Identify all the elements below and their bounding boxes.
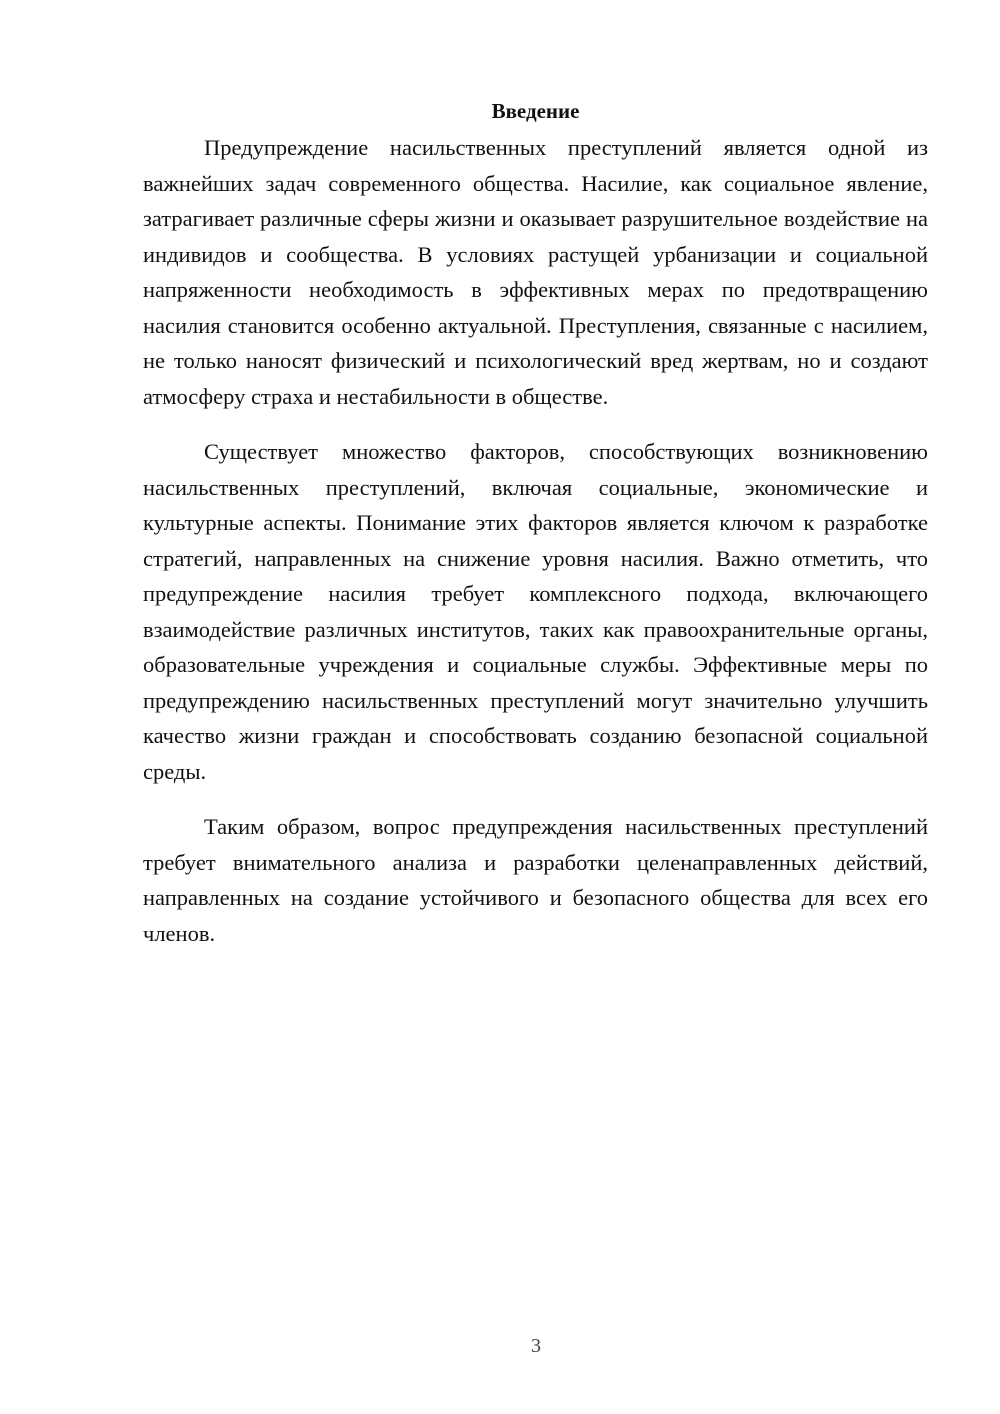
paragraph-3: Таким образом, вопрос предупреждения насильственных преступлений требует внимательного анализа и разработки целенаправленных действий, направленных на создание устойчивого и безопасного общества для всех его членов. <box>143 814 928 946</box>
paragraph-1: Предупреждение насильственных преступлений является одной из важнейших задач современного общества. Насилие, как социальное явление, затрагивает различные сферы жизни и оказывает разрушительное воздействие на индивидов и сообщества. В условиях растущей урбанизации и социальной напряженности необходимость в эффективных мерах по предотвращению насилия становится особенно актуальной. Преступления, связанные с насилием, не только наносят физический и психологический вред жертвам, но и создают атмосферу страха и нестабильности в обществе. <box>143 135 928 409</box>
page-body <box>143 96 928 951</box>
section-heading: Введение <box>491 99 580 123</box>
paragraph-2: Существует множество факторов, способствующих возникновению насильственных преступлений, включая социальные, экономические и культурные аспекты. Понимание этих факторов является ключом к разработке стратегий, направленных на снижение уровня насилия. Важно отметить, что предупреждение насилия требует комплексного подхода, включающего взаимодействие различных институтов, таких как правоохранительные органы, образовательные учреждения и социальные службы. Эффективные меры по предупреждению насильственных преступлений могут значительно улучшить качество жизни граждан и способствовать созданию безопасной социальной среды. <box>143 439 928 784</box>
page-number: 3 <box>531 1335 541 1357</box>
